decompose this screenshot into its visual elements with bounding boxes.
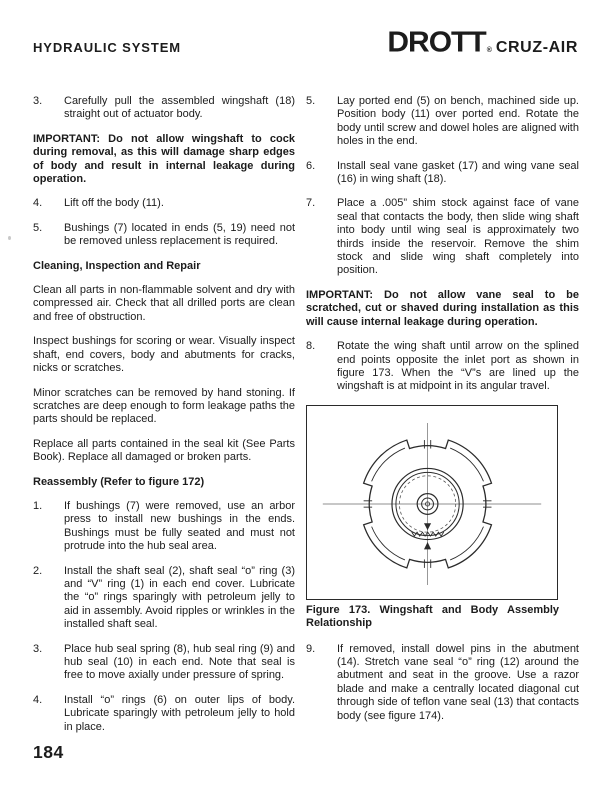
paragraph-clean: Clean all parts in non-flammable solvent and dry with compressed air. Check that all drilled ports are clean and free of obstruction. (33, 284, 295, 323)
step-item-6 (306, 160, 579, 187)
step-number: 6. (306, 159, 316, 172)
paragraph-replace: Replace all parts contained in the seal kit (See Parts Book). Replace all damaged or broken parts. (33, 437, 295, 464)
step-text: Install “o” rings (6) on outer lips of body. Lubricate sparingly with petroleum jelly to hold in place. (64, 693, 295, 733)
step-number: 7. (306, 197, 316, 210)
step-number: 1. (33, 499, 43, 512)
step-text: Install seal vane gasket (17) and wing vane seal (16) in wing shaft (18). (337, 159, 579, 186)
reassembly-step-2 (33, 565, 295, 632)
important-note (33, 133, 295, 187)
step-number: 4. (33, 197, 43, 210)
reassembly-step-1 (33, 500, 295, 554)
important-note (306, 289, 579, 329)
step-number: 3. (33, 642, 43, 655)
reassembly-step-4 (33, 694, 295, 734)
step-item-5 (33, 222, 295, 249)
registered-mark-icon: ® (486, 47, 492, 54)
step-number: 5. (33, 221, 43, 234)
brand-name: DROTT (387, 26, 486, 59)
important-label: IMPORTANT: (306, 288, 374, 301)
step-text: If removed, install dowel pins in the abutment (14). Stretch vane seal “o” ring (12) around the abutment and seat in the groove. Use a razor blade and make a centrally located diagonal cut through side of teflon vane seal (13) that contacts body (see figure 174). (337, 642, 579, 722)
page-header (0, 0, 612, 58)
step-text: Install the shaft seal (2), shaft seal “o” ring (3) and “V” ring (1) in each end cover. Lubricate the “o” rings sparingly with petroleum jelly to aid in assembly. Avoid ripples or wrinkles in the installed shaft seal. (64, 564, 295, 631)
step-number: 5. (306, 95, 316, 107)
step-text: Lift off the body (11). (64, 197, 164, 210)
step-item-3 (33, 95, 295, 122)
wingshaft-body-drawing (307, 406, 557, 599)
step-item-4 (33, 197, 295, 210)
two-column-body (0, 58, 612, 745)
figure-173 (306, 405, 579, 631)
step-number: 3. (33, 95, 43, 107)
step-text: If bushings (7) were removed, use an arbor press to install new bushings in the ends. Bushings must be fully seated and must not protrude into the hub seal area. (64, 499, 295, 553)
left-column (33, 95, 295, 745)
paragraph-inspect: Inspect bushings for scoring or wear. Visually inspect shaft, end covers, body and abutments for cracks, nicks or scratches. (33, 335, 295, 375)
step-text: Rotate the wing shaft until arrow on the splined end points opposite the inlet port as shown in figure 173. When the “V”s are lined up the wingshaft is at midpoint in its angular travel. (337, 340, 579, 393)
brand-suffix: CRUZ-AIR (495, 39, 578, 56)
important-text: Do not allow vane seal to be scratched, cut or shaved during installation as this will cause internal leakage during operation. (306, 288, 580, 328)
step-text: Place a .005” shim stock against face of vane seal that contacts the body, then slide wing shaft into body until wing seal is approximately two thirds inside the reservoir. Remove the shim stock and slide wing shaft completely into position. (337, 197, 579, 277)
figure-frame (306, 405, 558, 600)
step-text: Bushings (7) located in ends (5, 19) need not be removed unless replacement is required. (64, 221, 295, 248)
step-text: Lay ported end (5) on bench, machined side up. Position body (11) over ported end. Rotate the body until screw and dowel holes are aligned with holes in the end. (337, 95, 579, 148)
step-number: 4. (33, 693, 43, 706)
step-item-7 (306, 197, 579, 277)
paragraph-scratches: Minor scratches can be removed by hand stoning. If scratches are deep enough to form leakage paths the parts should be replaced. (33, 386, 295, 426)
step-item-9 (306, 643, 579, 723)
step-number: 8. (306, 340, 316, 353)
arrow-down-icon (424, 523, 431, 530)
right-column (306, 95, 579, 745)
brand-logo (387, 28, 578, 58)
step-number: 2. (33, 564, 43, 577)
step-text: Place hub seal spring (8), hub seal ring (9) and hub seal (10) in each end. Note that seal is free to move axially under pressure of spring. (64, 642, 295, 682)
important-label: IMPORTANT: (33, 132, 101, 145)
step-item-5-right (306, 95, 579, 149)
reassembly-step-3 (33, 643, 295, 683)
scan-speck (8, 236, 11, 240)
heading-cleaning: Cleaning, Inspection and Repair (33, 259, 201, 272)
page-number: 184 (33, 742, 64, 762)
step-number: 9. (306, 642, 316, 655)
arrow-up-icon (424, 542, 431, 549)
step-text: Carefully pull the assembled wingshaft (18) straight out of actuator body. (64, 95, 295, 121)
important-text: Do not allow wingshaft to cock during removal, as this will damage sharp edges of body and result in internal leakage during operation. (33, 132, 295, 186)
step-item-8 (306, 340, 579, 394)
heading-reassembly: Reassembly (Refer to figure 172) (33, 475, 205, 488)
section-title: HYDRAULIC SYSTEM (33, 40, 182, 55)
figure-caption: Figure 173. Wingshaft and Body Assembly Relationship (306, 603, 559, 630)
